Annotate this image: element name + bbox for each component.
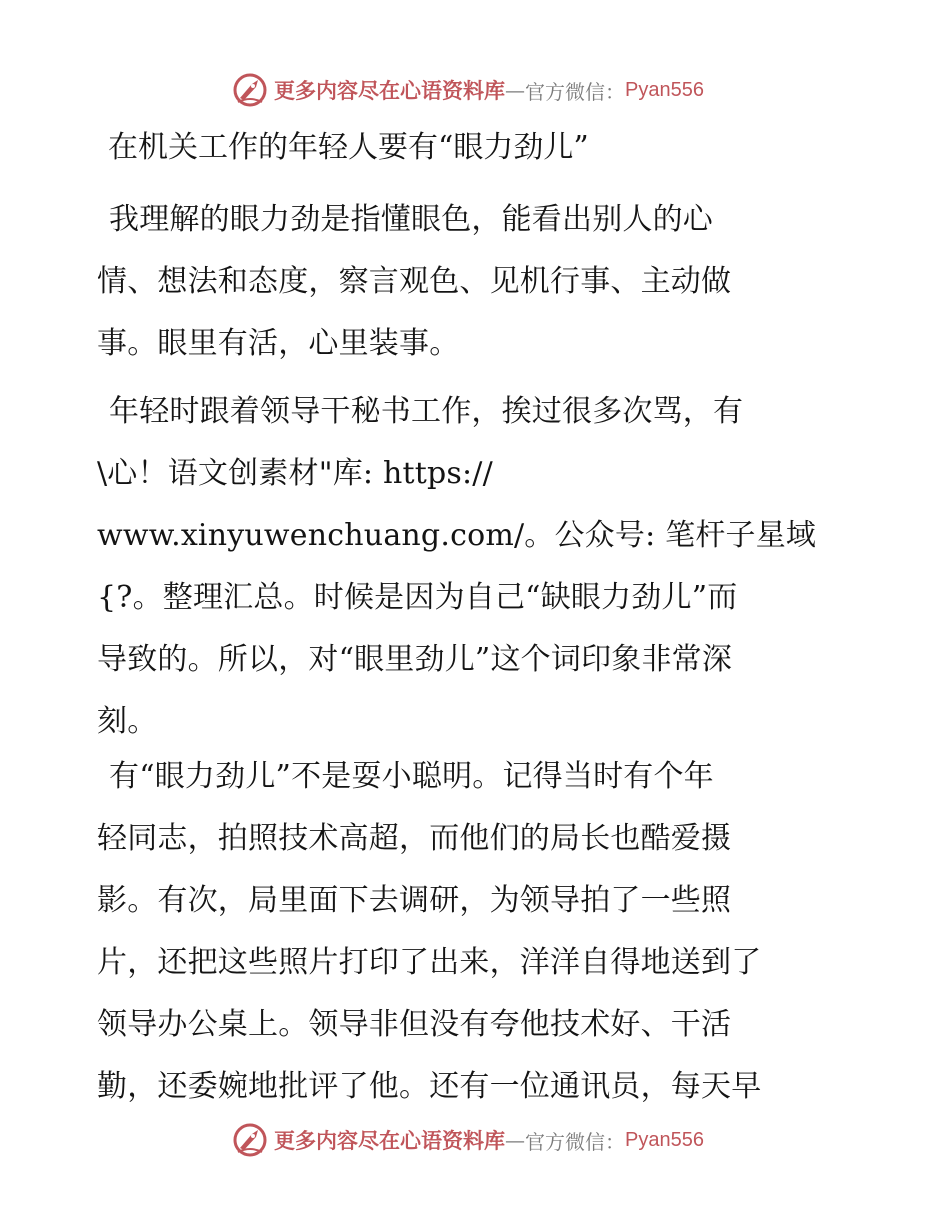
pen-nib-logo-icon — [232, 72, 268, 108]
text-line: www.xinyuwenchuang.com/。公众号: 笔杆子星域 — [97, 518, 817, 553]
text-line: 刻。 — [97, 704, 158, 739]
footer-banner — [232, 1120, 704, 1160]
text-line: 片，还把这些照片打印了出来，洋洋自得地送到了 — [97, 945, 762, 980]
text-line: 有“眼力劲儿”不是耍小聪明。记得当时有个年 — [109, 759, 714, 794]
paragraph-3 — [97, 746, 857, 1118]
banner-wechat-id: Pyan556 — [625, 78, 704, 101]
text-line: 我理解的眼力劲是指懂眼色，能看出别人的心 — [109, 202, 713, 237]
text-line: {?。整理汇总。时候是因为自己“缺眼力劲儿”而 — [97, 580, 738, 615]
banner-wechat-label: 官方微信： — [525, 79, 625, 104]
text-line: 领导办公桌上。领导非但没有夸他技术好、干活 — [97, 1007, 732, 1042]
document-title: 在机关工作的年轻人要有“眼力劲儿” — [108, 130, 589, 165]
banner-separator: — — [505, 78, 525, 102]
banner-wechat-id: Pyan556 — [625, 1128, 704, 1151]
pen-nib-logo-icon — [232, 1122, 268, 1158]
text-line: 轻同志，拍照技术高超，而他们的局长也酷爱摄 — [97, 821, 732, 856]
text-line: 影。有次，局里面下去调研，为领导拍了一些照 — [97, 883, 732, 918]
text-line: 年轻时跟着领导干秘书工作，挨过很多次骂，有 — [109, 394, 744, 429]
banner-separator: — — [505, 1128, 525, 1152]
banner-wechat-label: 官方微信： — [525, 1129, 625, 1154]
header-banner — [232, 70, 704, 110]
text-line: 勤，还委婉地批评了他。还有一位通讯员，每天早 — [97, 1069, 762, 1104]
text-line: 情、想法和态度，察言观色、见机行事、主动做 — [97, 264, 732, 299]
text-line: 导致的。所以，对“眼里劲儿”这个词印象非常深 — [97, 642, 733, 677]
text-line: \心！语文创素材"库: https:// — [97, 456, 493, 491]
banner-slogan: 更多内容尽在心语资料库 — [274, 78, 505, 103]
paragraph-1 — [97, 189, 857, 375]
text-line: 事。眼里有活，心里装事。 — [97, 326, 460, 361]
banner-slogan: 更多内容尽在心语资料库 — [274, 1128, 505, 1153]
paragraph-2 — [97, 381, 857, 753]
